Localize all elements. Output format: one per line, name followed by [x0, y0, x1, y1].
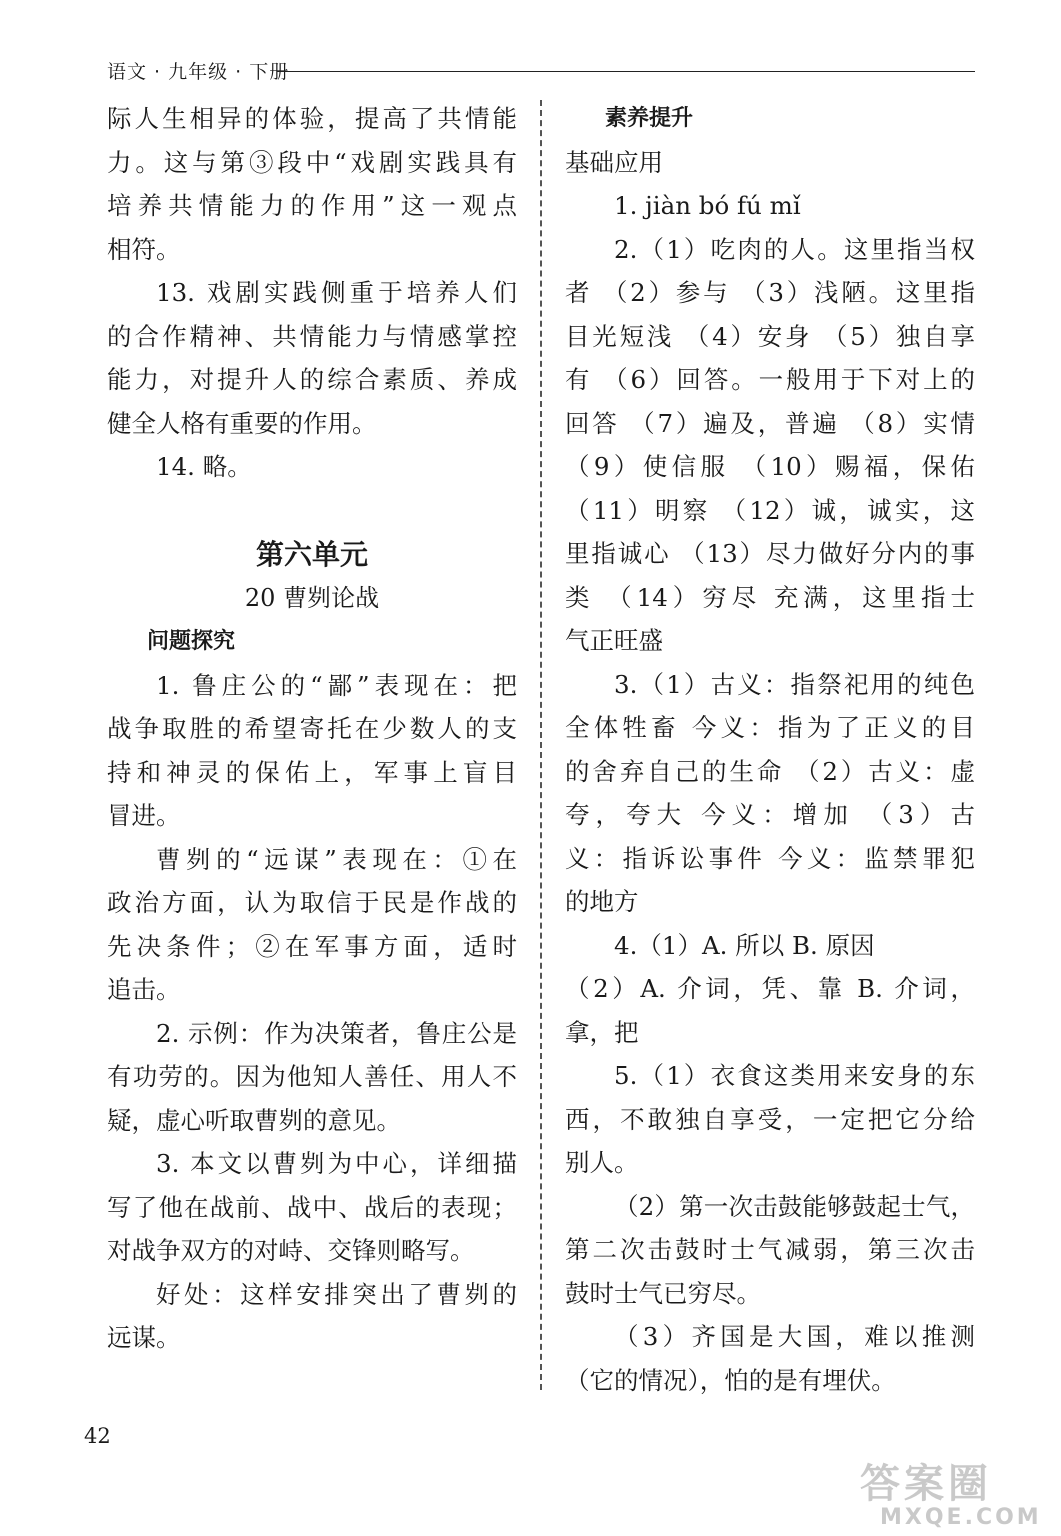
- text-line: 能力，对提升人的综合素质、养成: [107, 365, 517, 394]
- answer-1: 1. jiàn bó fú mǐ: [614, 191, 801, 220]
- text-line: （9）使信服 （10）赐福，保佑: [565, 452, 975, 481]
- right-column: [565, 97, 975, 1402]
- text-line: 夸，夸大 今义：增加 （3）古: [565, 800, 975, 829]
- header-rule: [277, 71, 975, 72]
- text-line: 写了他在战前、战中、战后的表现；: [107, 1192, 517, 1222]
- text-line: 冒进。: [107, 801, 181, 830]
- text-line: 疑，虚心听取曹刿的意见。: [107, 1105, 401, 1135]
- text-line: 鼓时士气已穷尽。: [565, 1278, 761, 1308]
- answer-13: 13. 戏剧实践侧重于培养人们: [156, 278, 517, 307]
- question-1: 1. 鲁庄公的“鄙”表现在：把: [156, 670, 517, 700]
- text-line: （11）明察 （12）诚，诚实，这: [565, 495, 975, 525]
- text-line: 际人生相异的体验，提高了共情能: [107, 104, 517, 133]
- question-3: 3. 本文以曹刿为中心，详细描: [156, 1149, 517, 1178]
- text-line: 类 （14）穷尽 充满，这里指士: [565, 582, 975, 612]
- question-2: 2. 示例：作为决策者，鲁庄公是: [156, 1018, 517, 1048]
- answer-2: 2.（1）吃肉的人。这里指当权: [614, 234, 975, 264]
- text-line: 好处：这样安排突出了曹刿的: [156, 1279, 517, 1309]
- text-line: 里指诚心 （13）尽力做好分内的事: [565, 539, 975, 568]
- header-title: 语文 · 九年级 · 下册: [107, 61, 290, 83]
- text-line: 战争取胜的希望寄托在少数人的支: [107, 714, 517, 743]
- text-line: 西，不敢独自享受，一定把它分给: [565, 1104, 975, 1134]
- answer-4: 4.（1）A. 所以 B. 原因: [614, 930, 875, 960]
- text-line: 有 （6）回答。一般用于下对上的: [565, 365, 975, 394]
- page-number: 42: [84, 1424, 111, 1448]
- text-line: 健全人格有重要的作用。: [107, 408, 377, 438]
- answer-14: 14. 略。: [156, 452, 252, 481]
- watermark-url: MXQE.COM: [880, 1505, 1042, 1530]
- text-line: （2）第一次击鼓能够鼓起士气，: [614, 1191, 975, 1221]
- column-divider: [540, 100, 542, 1390]
- section-heading: 素养提升: [605, 106, 694, 131]
- left-column: [107, 97, 517, 1360]
- text-line: 目光短浅 （4）安身 （5）独自享: [565, 321, 975, 351]
- text-line: 者 （2）参与 （3）浅陋。这里指: [565, 278, 975, 307]
- text-line: 有功劳的。因为他知人善任、用人不: [107, 1062, 517, 1091]
- text-line: 培养共情能力的作用”这一观点: [107, 191, 517, 220]
- text-line: 力。这与第③段中“戏剧实践具有: [107, 147, 517, 177]
- text-line: 义：指诉讼事件 今义：监禁罪犯: [565, 843, 975, 873]
- text-line: 拿，把: [565, 1017, 639, 1047]
- text-line: 气正旺盛: [565, 626, 663, 655]
- text-line: 的合作精神、共情能力与情感掌控: [107, 321, 517, 351]
- unit-title: 第六单元: [255, 537, 368, 571]
- page-header: [107, 60, 975, 84]
- text-line: 的地方: [565, 887, 639, 916]
- section-heading: 问题探究: [147, 629, 236, 654]
- text-line: （2）A. 介词，凭、靠 B. 介词，: [565, 974, 975, 1003]
- text-line: 的舍弃自己的生命 （2）古义：虚: [565, 756, 975, 786]
- text-line: 别人。: [565, 1148, 639, 1177]
- subsection-heading: 基础应用: [565, 147, 663, 177]
- answer-3: 3.（1）古义：指祭祀用的纯色: [614, 669, 975, 699]
- answer-5: 5.（1）衣食这类用来安身的东: [614, 1061, 975, 1090]
- watermark-text: 答案圈: [860, 1461, 992, 1507]
- text-line: 全体牲畜 今义：指为了正义的目: [565, 713, 975, 742]
- text-line: 第二次击鼓时士气减弱，第三次击: [565, 1235, 975, 1264]
- lesson-title: 20 曹刿论战: [244, 583, 380, 612]
- watermark-logo: [860, 1462, 1055, 1532]
- text-line: 追击。: [107, 975, 181, 1004]
- text-line: 持和神灵的保佑上，军事上盲目: [107, 757, 517, 787]
- text-line: 远谋。: [107, 1323, 181, 1352]
- text-line: （它的情况），怕的是有埋伏。: [565, 1365, 896, 1395]
- text-line: 对战争双方的对峙、交锋则略写。: [107, 1236, 475, 1265]
- text-line: （3）齐国是大国，难以推测: [614, 1322, 975, 1351]
- text-line: 政治方面，认为取信于民是作战的: [107, 888, 517, 917]
- text-line: 回答 （7）遍及，普遍 （8）实情: [565, 408, 975, 438]
- text-line: 相符。: [107, 234, 181, 264]
- text-line: 曹刿的“远谋”表现在：①在: [156, 844, 517, 874]
- text-line: 先决条件；②在军事方面，适时: [107, 931, 517, 961]
